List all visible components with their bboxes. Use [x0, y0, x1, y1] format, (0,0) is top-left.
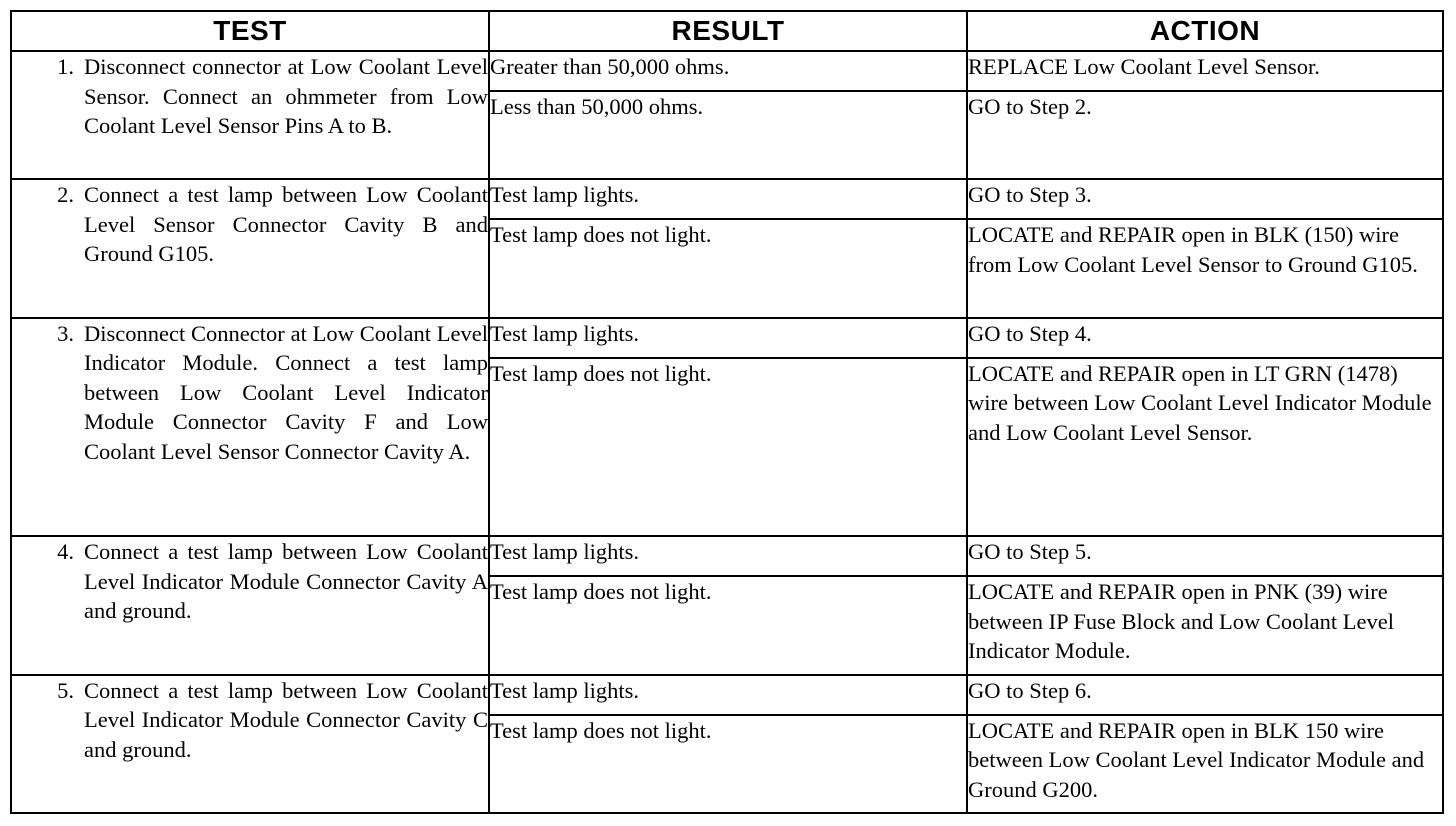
test-cell-step-2	[11, 179, 489, 317]
result-cell: Less than 50,000 ohms.	[489, 91, 967, 179]
action-cell: GO to Step 2.	[967, 91, 1443, 179]
test-description: Connect a test lamp between Low Coolant Level Indicator Module Connector Cavity C and ground.	[84, 677, 488, 762]
action-cell: LOCATE and REPAIR open in BLK (150) wire from Low Coolant Level Sensor to Ground G105.	[967, 219, 1443, 317]
test-description: Connect a test lamp between Low Coolant Level Indicator Module Connector Cavity A and ground.	[84, 539, 488, 624]
result-cell: Test lamp lights.	[489, 536, 967, 576]
table-row	[11, 675, 1443, 715]
result-cell: Test lamp lights.	[489, 179, 967, 219]
result-cell: Test lamp lights.	[489, 675, 967, 715]
result-cell: Test lamp does not light.	[489, 715, 967, 813]
result-cell: Test lamp does not light.	[489, 219, 967, 317]
action-cell: LOCATE and REPAIR open in LT GRN (1478) wire between Low Coolant Level Indicator Module and Low Coolant Level Sensor.	[967, 358, 1443, 536]
test-cell-step-3	[11, 318, 489, 537]
action-cell: GO to Step 3.	[967, 179, 1443, 219]
table-row	[11, 536, 1443, 576]
step-number: 2.	[57, 182, 74, 208]
step-number: 1.	[57, 54, 74, 79]
header-action: ACTION	[967, 11, 1443, 51]
header-row	[11, 11, 1443, 51]
step-number: 4.	[57, 539, 74, 565]
table-row	[11, 318, 1443, 358]
test-cell-step-1	[11, 51, 489, 179]
test-description: Connect a test lamp between Low Coolant Level Sensor Connector Cavity B and Ground G105.	[84, 182, 488, 267]
action-cell: LOCATE and REPAIR open in BLK 150 wire between Low Coolant Level Indicator Module and Ground G200.	[967, 715, 1443, 813]
step-number: 5.	[57, 677, 74, 703]
result-cell: Test lamp does not light.	[489, 576, 967, 674]
action-cell: REPLACE Low Coolant Level Sensor.	[967, 51, 1443, 91]
header-result: RESULT	[489, 11, 967, 51]
test-description: Disconnect Connector at Low Coolant Level Indicator Module. Connect a test lamp between Low Coolant Level Indicator Module Connector Cavity F and Low Coolant Level Sensor Connector Cavity A.	[84, 320, 488, 464]
result-cell: Test lamp does not light.	[489, 358, 967, 536]
action-cell: GO to Step 4.	[967, 318, 1443, 358]
result-cell: Greater than 50,000 ohms.	[489, 51, 967, 91]
action-cell: GO to Step 6.	[967, 675, 1443, 715]
table-row	[11, 179, 1443, 219]
step-number: 3.	[57, 320, 74, 346]
action-cell: LOCATE and REPAIR open in PNK (39) wire between IP Fuse Block and Low Coolant Level Indicator Module.	[967, 576, 1443, 674]
result-cell: Test lamp lights.	[489, 318, 967, 358]
test-cell-step-4	[11, 536, 489, 674]
test-description: Disconnect connector at Low Coolant Level Sensor. Connect an ohmmeter from Low Coolant Level Sensor Pins A to B.	[84, 54, 488, 138]
action-cell: GO to Step 5.	[967, 536, 1443, 576]
test-cell-step-5	[11, 675, 489, 813]
table-row	[11, 51, 1443, 91]
diagnostic-table	[10, 10, 1444, 814]
header-test: TEST	[11, 11, 489, 51]
